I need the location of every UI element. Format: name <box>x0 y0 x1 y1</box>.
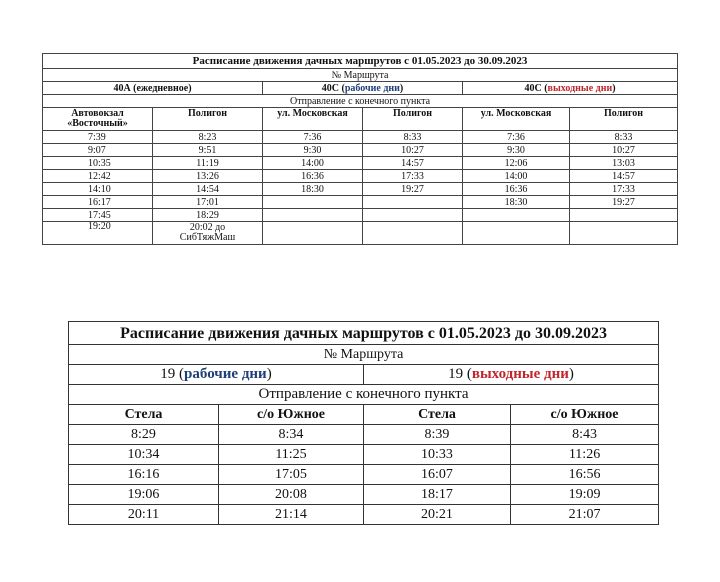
table-row <box>43 170 678 183</box>
table-cell: 18:29 <box>153 209 263 222</box>
table-cell: 18:30 <box>463 196 570 209</box>
table-cell: 8:43 <box>511 425 659 445</box>
table-cell: 8:29 <box>69 425 219 445</box>
table-cell: 16:07 <box>364 465 511 485</box>
table-cell: 12:06 <box>463 157 570 170</box>
table-cell: 14:10 <box>43 183 153 196</box>
table-cell: 7:39 <box>43 131 153 144</box>
table-row <box>69 445 659 465</box>
table-title: Расписание движения дачных маршрутов с 01.05.2023 до 30.09.2023 <box>69 322 659 345</box>
table-cell: 20:02 до СибТяжМаш <box>153 222 263 245</box>
table-cell: 16:36 <box>263 170 363 183</box>
table-cell: 10:34 <box>69 445 219 465</box>
table-cell: 9:30 <box>463 144 570 157</box>
table-cell: 10:27 <box>570 144 678 157</box>
table-cell: 10:35 <box>43 157 153 170</box>
departure-label: Отправление с конечного пункта <box>43 95 678 108</box>
table-cell: 11:25 <box>219 445 364 465</box>
table-cell: 11:26 <box>511 445 659 465</box>
table-cell: 8:23 <box>153 131 263 144</box>
column-header: с/о Южное <box>511 405 659 425</box>
table-row <box>43 157 678 170</box>
table-cell: 21:07 <box>511 505 659 525</box>
table-cell: 9:07 <box>43 144 153 157</box>
schedule-table-19 <box>68 321 659 525</box>
table-row <box>69 485 659 505</box>
route-19-workdays: 19 (рабочие дни) <box>69 365 364 385</box>
table-cell: 13:26 <box>153 170 263 183</box>
table-row <box>43 209 678 222</box>
table-cell: 19:27 <box>570 196 678 209</box>
column-header: Полигон <box>153 108 263 131</box>
table-cell: 12:42 <box>43 170 153 183</box>
table-row <box>69 465 659 485</box>
table-cell: 8:33 <box>363 131 463 144</box>
route-40a: 40А (ежедневное) <box>43 82 263 95</box>
table-cell: 16:16 <box>69 465 219 485</box>
table-cell: 21:14 <box>219 505 364 525</box>
table-cell: 14:54 <box>153 183 263 196</box>
table-cell: 20:21 <box>364 505 511 525</box>
table-cell: 8:39 <box>364 425 511 445</box>
table-cell: 17:33 <box>363 170 463 183</box>
table-cell: 10:27 <box>363 144 463 157</box>
schedule-table-40 <box>42 53 678 245</box>
table-cell: 8:33 <box>570 131 678 144</box>
table-cell: 8:34 <box>219 425 364 445</box>
table-cell: 18:17 <box>364 485 511 505</box>
table-cell: 16:36 <box>463 183 570 196</box>
column-header: ул. Московская <box>263 108 363 131</box>
column-header: Стела <box>364 405 511 425</box>
route-header: № Маршрута <box>69 345 659 365</box>
table-cell: 19:09 <box>511 485 659 505</box>
table-cell: 13:03 <box>570 157 678 170</box>
table-cell: 14:00 <box>463 170 570 183</box>
table-cell: 9:30 <box>263 144 363 157</box>
route-header: № Маршрута <box>43 69 678 82</box>
table-cell <box>363 209 463 222</box>
column-header: Стела <box>69 405 219 425</box>
table-cell: 11:19 <box>153 157 263 170</box>
table-cell: 14:57 <box>363 157 463 170</box>
column-header: Полигон <box>363 108 463 131</box>
table-cell <box>263 209 363 222</box>
table-cell: 16:17 <box>43 196 153 209</box>
table-cell: 17:45 <box>43 209 153 222</box>
table-cell: 17:33 <box>570 183 678 196</box>
table-cell: 19:27 <box>363 183 463 196</box>
table-row <box>43 144 678 157</box>
table-row <box>69 425 659 445</box>
table-cell: 16:56 <box>511 465 659 485</box>
table-cell: 17:01 <box>153 196 263 209</box>
table-title: Расписание движения дачных маршрутов с 01.05.2023 до 30.09.2023 <box>43 54 678 69</box>
table-cell <box>363 196 463 209</box>
column-header: с/о Южное <box>219 405 364 425</box>
table-cell: 18:30 <box>263 183 363 196</box>
table-cell: 7:36 <box>463 131 570 144</box>
table-cell: 14:57 <box>570 170 678 183</box>
table-cell: 14:00 <box>263 157 363 170</box>
table-cell <box>463 209 570 222</box>
table-cell <box>570 209 678 222</box>
table-cell <box>263 196 363 209</box>
table-cell: 9:51 <box>153 144 263 157</box>
column-header: Полигон <box>570 108 678 131</box>
column-header: Автовокзал «Восточный» <box>43 108 153 131</box>
column-header: ул. Московская <box>463 108 570 131</box>
table-row <box>43 131 678 144</box>
table-cell: 20:11 <box>69 505 219 525</box>
table-row <box>69 505 659 525</box>
route-40c-workdays: 40С (рабочие дни) <box>263 82 463 95</box>
table-row <box>43 183 678 196</box>
table-cell: 7:36 <box>263 131 363 144</box>
table-cell: 19:20 <box>43 222 153 245</box>
table-cell: 20:08 <box>219 485 364 505</box>
table-cell: 17:05 <box>219 465 364 485</box>
route-40c-weekends: 40С (выходные дни) <box>463 82 678 95</box>
table-cell: 10:33 <box>364 445 511 465</box>
route-19-weekends: 19 (выходные дни) <box>364 365 659 385</box>
table-row <box>43 196 678 209</box>
table-cell: 19:06 <box>69 485 219 505</box>
departure-label: Отправление с конечного пункта <box>69 385 659 405</box>
